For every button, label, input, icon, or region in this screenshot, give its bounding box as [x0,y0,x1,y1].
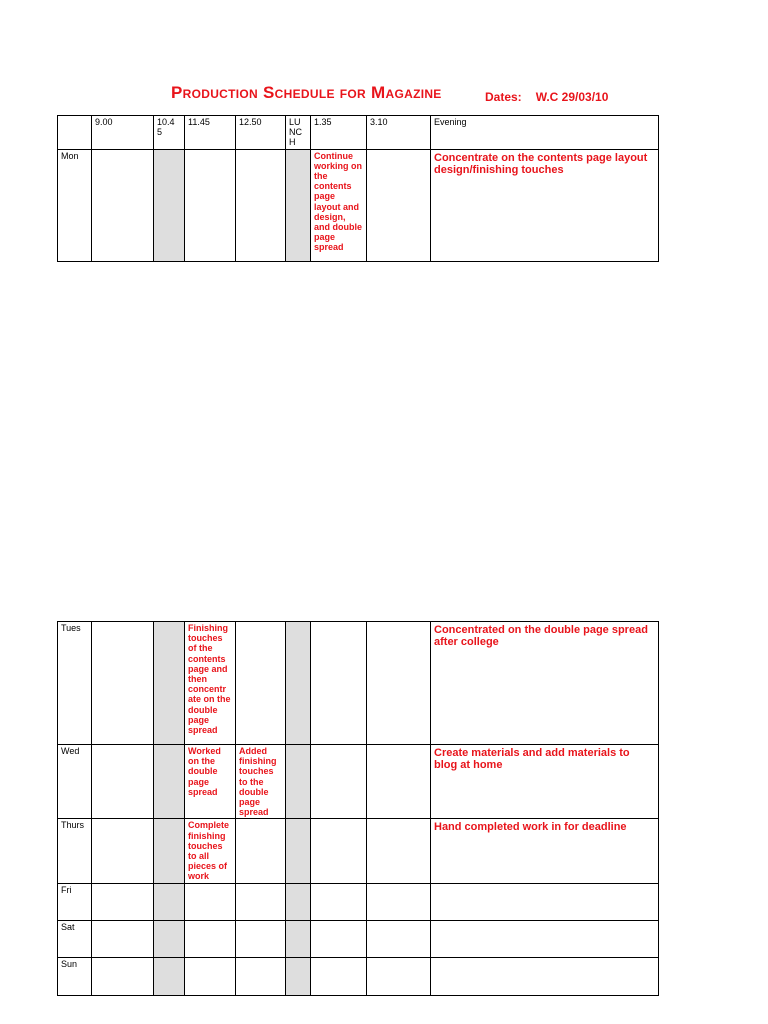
header-cell-310: 3.10 [367,116,431,150]
cell-1045 [154,819,185,883]
day-cell: Tues [58,622,92,745]
cell-lunch [286,819,311,883]
cell-135 [311,622,367,745]
cell-1045 [154,745,185,819]
cell-900 [92,745,154,819]
cell-lunch [286,745,311,819]
cell-lunch [286,920,311,957]
task-text: Worked on the double page spread [188,746,221,797]
cell-900 [92,883,154,920]
cell-1145 [185,920,236,957]
header-cell-evening: Evening [431,116,659,150]
dates-value: W.C 29/03/10 [535,90,609,104]
row-tues [58,622,659,745]
page-title: Production Schedule for Magazine [171,83,442,102]
task-text: Continue working on the contents page layout and design, and double page spread [314,150,362,253]
cell-evening [431,920,659,957]
cell-lunch [286,622,311,745]
cell-evening [431,883,659,920]
cell-310 [367,622,431,745]
day-cell: Sat [58,920,92,957]
task-text: Complete finishing touches to all pieces of work [188,820,230,882]
header-cell-1045: 10.4 5 [154,116,185,150]
cell-310 [367,883,431,920]
cell-evening [431,149,659,261]
cell-1250 [236,920,286,957]
cell-1045 [154,883,185,920]
header-cell-day [58,116,92,150]
cell-1145 [185,819,236,883]
cell-lunch [286,149,311,261]
day-cell: Sun [58,957,92,995]
cell-1250 [236,149,286,261]
row-sat [58,920,659,957]
schedule-table-top [57,115,659,262]
cell-310 [367,819,431,883]
cell-900 [92,149,154,261]
cell-310 [367,745,431,819]
evening-text: Hand completed work in for deadline [434,821,627,834]
cell-900 [92,957,154,995]
cell-evening [431,745,659,819]
evening-text: Concentrated on the double page spread after college [434,624,648,649]
row-thurs [58,819,659,883]
header-row [58,116,659,150]
cell-1145 [185,957,236,995]
cell-900 [92,622,154,745]
cell-1045 [154,920,185,957]
evening-text: Concentrate on the contents page layout design/finishing touches [434,151,648,177]
dates-line [485,90,608,104]
cell-1145 [185,883,236,920]
day-cell: Wed [58,745,92,819]
day-cell: Fri [58,883,92,920]
row-mon [58,149,659,261]
day-cell: Mon [58,149,92,261]
cell-900 [92,819,154,883]
cell-135 [311,819,367,883]
row-sun [58,957,659,995]
cell-1145 [185,149,236,261]
cell-1145 [185,745,236,819]
cell-1045 [154,957,185,995]
task-text: Added finishing touches to the double page spread [239,746,277,818]
cell-evening [431,819,659,883]
cell-lunch [286,883,311,920]
header-cell-lunch: LU NC H [286,116,311,150]
cell-1250 [236,819,286,883]
cell-310 [367,920,431,957]
evening-text: Create materials and add materials to blog at home [434,747,630,772]
cell-135 [311,883,367,920]
cell-1250 [236,883,286,920]
cell-1250 [236,957,286,995]
header-cell-900: 9.00 [92,116,154,150]
cell-1250 [236,622,286,745]
cell-135 [311,920,367,957]
cell-135 [311,957,367,995]
cell-310 [367,149,431,261]
row-fri [58,883,659,920]
cell-lunch [286,957,311,995]
cell-135 [311,745,367,819]
cell-310 [367,957,431,995]
cell-900 [92,920,154,957]
cell-1250 [236,745,286,819]
cell-1045 [154,149,185,261]
task-text: Finishing touches of the contents page and then concentr ate on the double page spread [188,623,231,736]
schedule-table-bottom [57,621,659,996]
dates-label: Dates: [485,90,522,104]
cell-135 [311,149,367,261]
cell-1045 [154,622,185,745]
cell-1145 [185,622,236,745]
day-cell: Thurs [58,819,92,883]
header-cell-1145: 11.45 [185,116,236,150]
header-cell-1250: 12.50 [236,116,286,150]
cell-evening [431,622,659,745]
header-cell-135: 1.35 [311,116,367,150]
row-wed [58,745,659,819]
cell-evening [431,957,659,995]
